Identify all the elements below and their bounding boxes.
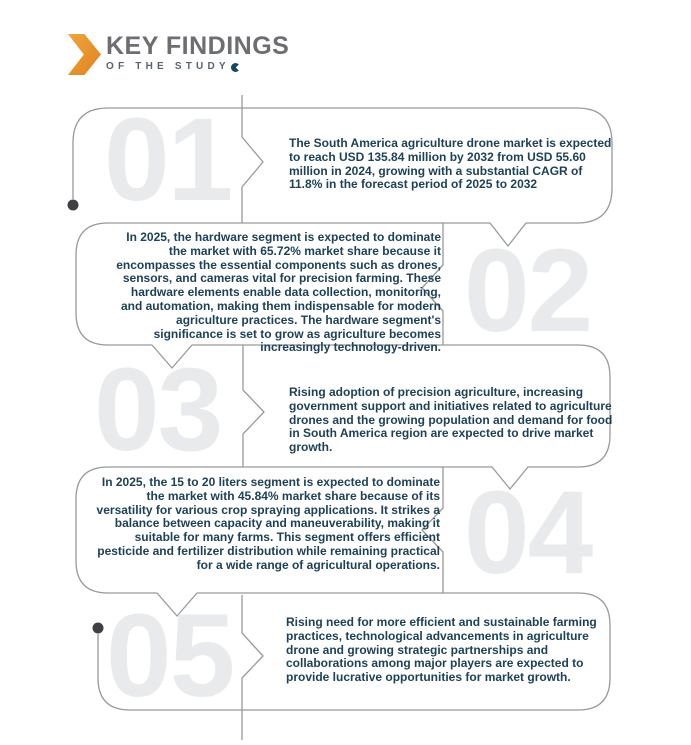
finding-text-4: In 2025, the 15 to 20 liters segment is expected to dominate the market with 45.84% market share because of its versatility for various crop spraying applications. It strikes a balance between capacity and maneuverability, making it suitable for many farms. This segment offers efficient pesticide and fertilizer distribution while remaining practical for a wide range of agricultural operations.: [96, 475, 440, 572]
crescent-icon: [231, 63, 240, 72]
finding-text-1: The South America agriculture drone market is expected to reach USD 135.84 million by 2032 from USD 55.60 million in 2024, growing with a substantial CAGR of 11.8% in the forecast period of 2025 to 2032: [289, 136, 612, 192]
divider-chevron-3: [243, 345, 264, 467]
end-dot: [93, 623, 104, 634]
page-subtitle: OF THE STUDY: [106, 61, 230, 72]
finding-text-5: Rising need for more efficient and sustainable farming practices, technological advancements in agriculture drone and growing strategic partnerships and collaborations among major players are expected to provide lucrative opportunities for market growth.: [286, 615, 597, 685]
orange-chevron-icon: [68, 34, 101, 75]
start-dot: [68, 200, 79, 211]
finding-number-3: 03: [94, 344, 222, 476]
header: [68, 34, 289, 75]
finding-number-5: 05: [106, 590, 234, 722]
finding-number-4: 04: [464, 467, 592, 599]
finding-text-3: Rising adoption of precision agriculture, increasing government support and initiatives related to agriculture drones and the growing population and demand for food in South America region are expected to drive market growth.: [289, 385, 613, 455]
finding-number-1: 01: [104, 94, 232, 226]
divider-chevron-1: [242, 95, 263, 223]
finding-number-2: 02: [464, 225, 592, 357]
finding-text-2: In 2025, the hardware segment is expected to dominate the market with 65.72% market share because it encompasses the essential components such as drones, sensors, and cameras vital for precision farming. These hardware elements enable data collection, monitoring, and automation, making them indispensable for modern agriculture practices. The hardware segment's significance is set to grow as agriculture becomes increasingly technology-driven.: [116, 230, 441, 355]
page-title: KEY FINDINGS: [106, 32, 290, 60]
divider-chevron-5: [242, 595, 263, 740]
